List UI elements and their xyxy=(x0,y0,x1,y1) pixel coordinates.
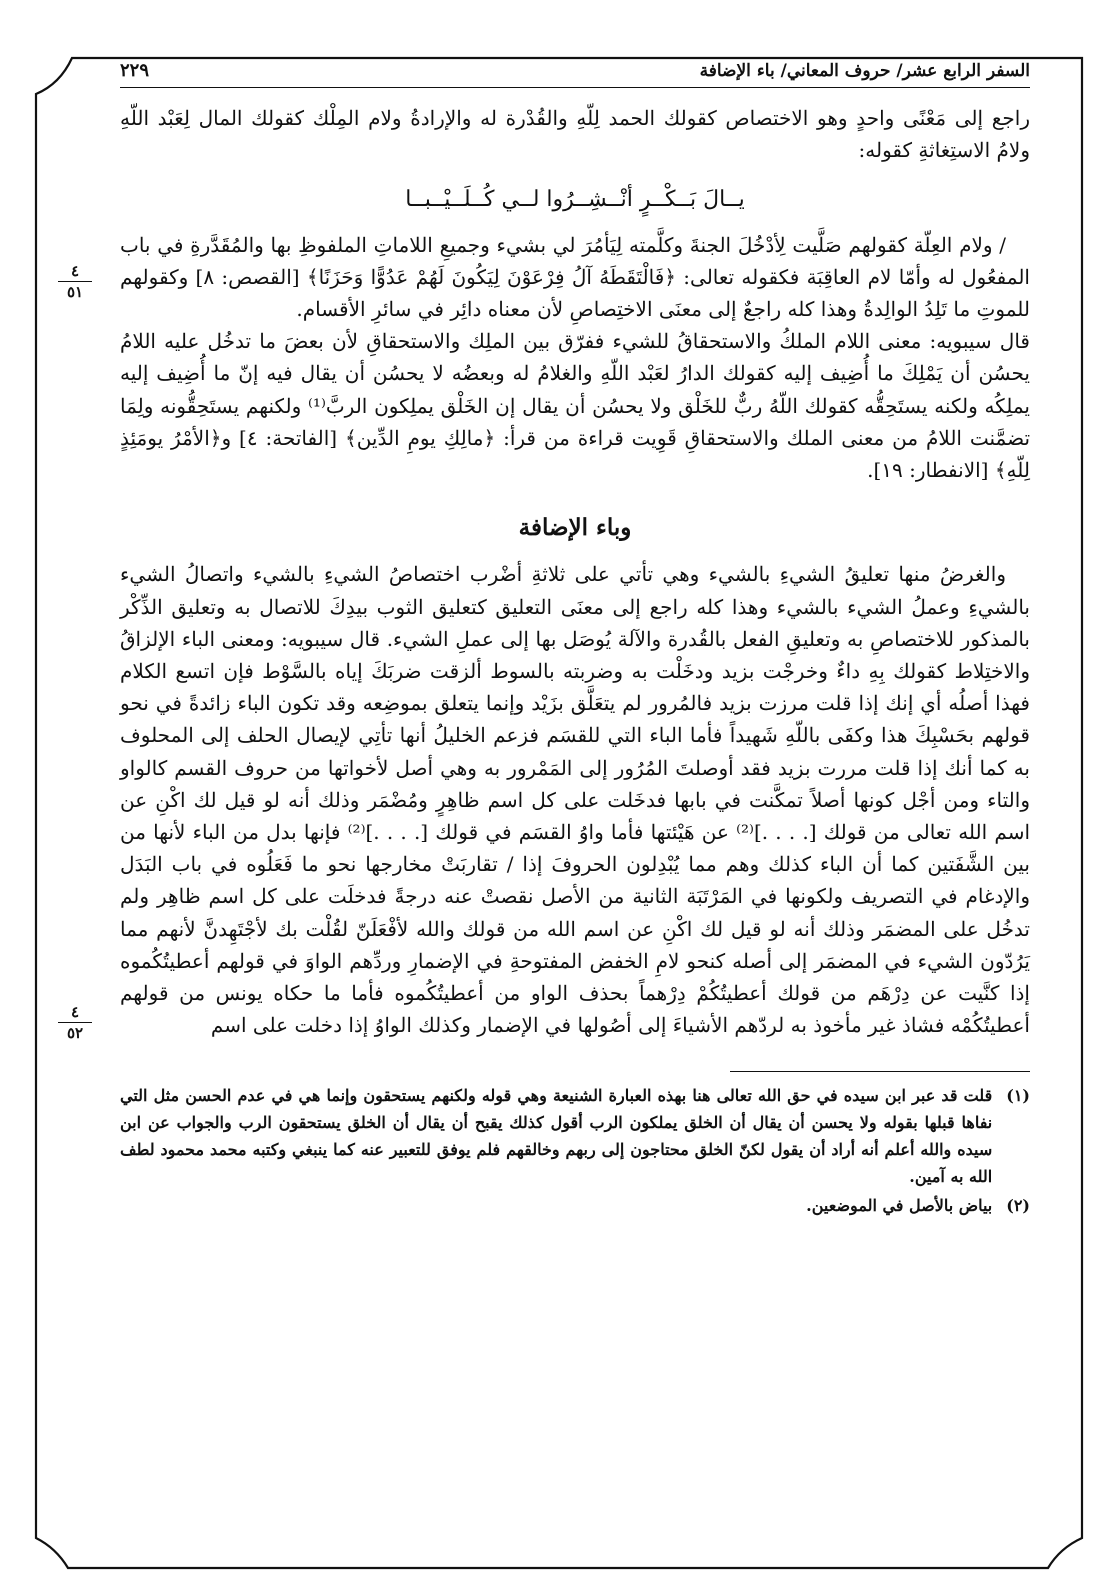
header-title: السفر الرابع عشر/ حروف المعاني/ باء الإضافة xyxy=(699,61,1030,81)
footnote-text: قلت قد عبر ابن سيده في حق الله تعالى هنا بهذه العبارة الشنيعة وهي قوله ولكنهم يستحقون وإنما هي في عدم الحسن مثل التي نفاها قبلها بقوله ولا يحسن أن يقال أن الخلق يملكون الرب أقول كذلك يقبح أن يقال أن الخلق يستحقون الرب والجواب عن ابن سيده والله أعلم أنه أراد أن يقول لكنّ الخلق محتاجون إلى ربهم وخالقهم فلم يوفق للتعبير عنه كما ينبغي وكتبه محمد محمود لطف الله به آمين. xyxy=(120,1086,993,1187)
running-header xyxy=(120,56,1030,88)
paragraph-1: راجع إلى مَعْنًى واحدٍ وهو الاختصاص كقولك الحمد لِلّهِ والقُدْرة له والإرادةُ ولام المِلْك كقولك المال لِعَبْد اللّهِ ولامُ الاستِغاثةِ كقوله: xyxy=(120,106,1030,163)
footnote-number: (١) xyxy=(1006,1086,1030,1106)
paragraph-4: والغرضُ منها تعليقُ الشيءِ بالشيء وهي تأتي على ثلاثةِ أضْرب اختصاصُ الشيءِ بالشيء واتصالُ الشيء بالشيءِ وعملُ الشيء بالشيء وهذا كله راجع إلى معنَى التعليق كتعليق الثوب بيدِكَ للاتصال به وتعليق الذِّكْر بالمذكور للاختصاصِ به وتعليقِ الفعل بالقُدرة والآلة يُوصَل بها إلى عملِ الشيء. قال سيبويه: ومعنى الباء الإلزاقُ والاختِلاط كقولك بِهِ داءٌ وخرجْت بزيد ودخَلْت به وضربته بالسوط ألزقت ضربَكَ إياه بالسَّوْط فإن اتسع الكلام فهذا أصلُه أي إنك إذا قلت مرزت بزيد فالمُرور لم يتعَلَّق بزَيْد وإنما يتعلق بموضِعه وقد تكون الباء زائدةً في نحو قولهم بحَسْبِكَ هذا وكفَى باللّهِ شَهيداً فأما الباء التي للقسَم فزعم الخليلُ أنها تأتِي لإيصال الحلف إلى المحلوف به كما أنك إذا قلت مررت بزيد فقد أوصلتَ المُرُور إلى المَمْرور به وهي أصل لأخواتها من حروف القسم كالواو والتاء ومن أجْل كونها أصلاً تمكَّنت في بابها فدخَلت على كل اسم ظاهِرٍ ومُضْمَر وذلك أنه لو قيل لك اكْنِ عن اسم الله تعالى من قولك [. . . .]⁽²⁾ عن هَيْئتها فأما واوُ القسَم في قولك [. . . .]⁽²⁾ فإنها بدل من الباء لأنها من بين الشَّفَتين كما أن الباء كذلك وهم مما يُبْدِلون الحروفَ إذا / تقاربَتْ مخارجها نحو ما فَعَلُوه في باب البَدَل والإدغام في التصريف ولكونها في المَرْتَبَة الثانية من الأصل نقصتْ عنه درجةً فدخلَت على كل اسم ظاهِر ولم تدخُل على المضمَر وذلك أنه لو قيل لك اكْنِ عن اسم الله من قولك والله لأفْعَلَنّ لقُلْت بك لأجْتَهِدنَّ لأنهم مما يَرُدّون الشيء في المضمَر إلى أصله كنحو لامِ الخفض المفتوحةِ في الإضمارِ وردِّهم الواوَ في قولهم أعطيتُكُموه إذا كنَّيت عن دِرْهَم من قولك أعطيتُكُمْ دِرْهماً بحذف الواو من أعطيتُكُموه فأما ما حكاه يونس من قولهم أعطيتُكُمْه فشاذ غير مأخوذ به لردّهم الأشياءَ إلى أصُولها في الإضمار وكذلك الواوُ إذا دخلت على اسم xyxy=(120,562,1031,1038)
margin-divider xyxy=(58,1022,92,1023)
footnote-number: (٢) xyxy=(1006,1196,1030,1216)
paragraph-2: / ولام العِلّة كقولهم صَلَّيت لِأدْخُلَ الجنةَ وكلَّمته لِيَأمُرَ لي بشيء وجميعِ اللاماتِ الملفوظِ بها والمُقَدَّرةِ في باب المفعُول له وأمّا لام العاقِبَة فكقوله تعالى: ﴿فَالْتَقَطَهُ آلُ فِرْعَوْنَ لِيَكُونَ لَهُمْ عَدُوًّا وَحَزَنًا﴾ [القصص: ٨] وكقولهم للموتِ ما تَلِدُ الوالِدةُ وهذا كله راجعٌ إلى معنَى الاختِصاصِ لأن معناه دائِر في سائرِ الأقسام. xyxy=(120,232,1030,322)
margin-page-number: ٥٢ xyxy=(66,1024,84,1042)
footnote-2 xyxy=(120,1192,1030,1219)
page-number: ٢٢٩ xyxy=(120,60,150,81)
paragraph-3: قال سيبويه: معنى اللام الملكُ والاستحقاقُ للشيء ففرّق بين الملِك والاستحقاقِ لأن بعضَ ما تدخُل عليه اللامُ يحسُن أن يَمْلِكَ ما أُضِيف إليه كقولك الدارُ لعَبْد اللّهِ والغلامُ له وبعضُه لا يحسُن أن يقال فيه إنّ ما أُضِيف إليه يملِكُه ولكنه يستَحِقُّه كقولك اللّهُ ربٌّ للخَلْق ولا يحسُن أن يقال إن الخَلْق يملِكون الربَّ⁽¹⁾ ولكنهم يستَحِقُّونه ولِمَا تضمَّنت اللامُ من معنى الملك والاستحقاقِ قَوِيت قراءة من قرأ: ﴿مالِكِ يومِ الدِّين﴾ [الفاتحة: ٤] و﴿الأمْرُ يومَئِذٍ لِلّهِ﴾ [الانفطار: ١٩]. xyxy=(120,329,1031,483)
main-text xyxy=(120,102,1030,1041)
poetry-verse: يــالَ بَــكْــرٍ أنْــشِــرُوا لــي كُــلَــيْــبــا xyxy=(405,187,745,213)
footnote-text: بياض بالأصل في الموضعين. xyxy=(806,1196,993,1216)
margin-page-number: ٥١ xyxy=(66,283,84,301)
footnote-1 xyxy=(120,1082,1030,1190)
margin-part-number: ٤ xyxy=(70,1003,80,1021)
margin-part-number: ٤ xyxy=(70,262,80,280)
margin-reference-1 xyxy=(58,263,92,300)
footnote-separator xyxy=(730,1071,1030,1072)
margin-divider xyxy=(58,281,92,282)
section-title: وباء الإضافة xyxy=(518,514,632,542)
book-page xyxy=(66,56,1031,1221)
margin-reference-2 xyxy=(58,1004,92,1041)
footnotes xyxy=(120,1082,1030,1219)
